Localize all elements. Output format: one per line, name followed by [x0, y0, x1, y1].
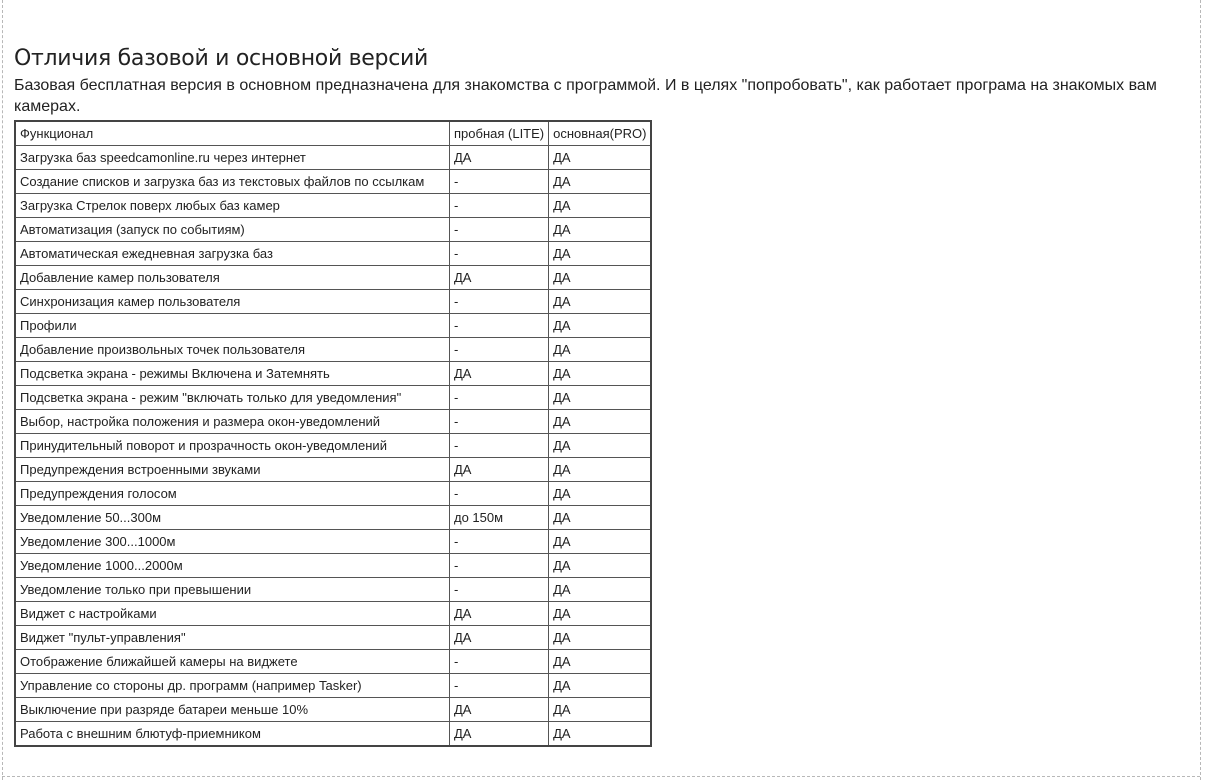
pro-cell: ДА — [549, 458, 652, 482]
lite-cell: ДА — [450, 698, 549, 722]
feature-cell: Добавление камер пользователя — [15, 266, 450, 290]
table-row — [15, 338, 651, 362]
pro-cell: ДА — [549, 386, 652, 410]
pro-cell: ДА — [549, 362, 652, 386]
frame-right-border — [1200, 0, 1201, 780]
feature-cell: Уведомление только при превышении — [15, 578, 450, 602]
pro-cell: ДА — [549, 722, 652, 747]
lite-cell: ДА — [450, 602, 549, 626]
feature-cell: Отображение ближайшей камеры на виджете — [15, 650, 450, 674]
feature-cell: Управление со стороны др. программ (например Tasker) — [15, 674, 450, 698]
table-row — [15, 626, 651, 650]
table-row — [15, 242, 651, 266]
lite-cell: - — [450, 290, 549, 314]
table-row — [15, 602, 651, 626]
feature-cell: Добавление произвольных точек пользователя — [15, 338, 450, 362]
table-row — [15, 578, 651, 602]
table-row — [15, 650, 651, 674]
pro-cell: ДА — [549, 194, 652, 218]
pro-cell: ДА — [549, 650, 652, 674]
lite-cell: - — [450, 410, 549, 434]
lite-cell: ДА — [450, 626, 549, 650]
table-row — [15, 314, 651, 338]
table-row — [15, 674, 651, 698]
table-row — [15, 290, 651, 314]
pro-cell: ДА — [549, 578, 652, 602]
feature-cell: Автоматизация (запуск по событиям) — [15, 218, 450, 242]
lite-cell: - — [450, 170, 549, 194]
lite-cell: - — [450, 218, 549, 242]
table-row — [15, 410, 651, 434]
comparison-table — [14, 120, 652, 747]
header-lite: пробная (LITE) — [450, 121, 549, 146]
feature-cell: Синхронизация камер пользователя — [15, 290, 450, 314]
feature-cell: Принудительный поворот и прозрачность окон-уведомлений — [15, 434, 450, 458]
table-row — [15, 698, 651, 722]
table-row — [15, 194, 651, 218]
pro-cell: ДА — [549, 410, 652, 434]
pro-cell: ДА — [549, 530, 652, 554]
lite-cell: - — [450, 434, 549, 458]
intro-paragraph: Базовая бесплатная версия в основном предназначена для знакомства с программой. И в целях "попробовать", как работает програма на знакомых вам камерах. — [14, 77, 1157, 115]
feature-cell: Загрузка баз speedcamonline.ru через интернет — [15, 146, 450, 170]
table-row — [15, 218, 651, 242]
pro-cell: ДА — [549, 698, 652, 722]
lite-cell: ДА — [450, 362, 549, 386]
table-row — [15, 266, 651, 290]
lite-cell: ДА — [450, 722, 549, 747]
pro-cell: ДА — [549, 506, 652, 530]
header-pro: основная(PRO) — [549, 121, 652, 146]
table-row — [15, 458, 651, 482]
frame-bottom-border — [2, 776, 1200, 777]
table-row — [15, 722, 651, 747]
feature-cell: Уведомление 300...1000м — [15, 530, 450, 554]
pro-cell: ДА — [549, 242, 652, 266]
lite-cell: - — [450, 650, 549, 674]
feature-cell: Профили — [15, 314, 450, 338]
table-row — [15, 530, 651, 554]
frame-left-border — [2, 0, 3, 780]
pro-cell: ДА — [549, 338, 652, 362]
pro-cell: ДА — [549, 434, 652, 458]
table-row — [15, 362, 651, 386]
feature-cell: Выбор, настройка положения и размера окон-уведомлений — [15, 410, 450, 434]
lite-cell: - — [450, 674, 549, 698]
feature-cell: Работа с внешним блютуф-приемником — [15, 722, 450, 747]
feature-cell: Предупреждения встроенными звуками — [15, 458, 450, 482]
feature-cell: Подсветка экрана - режим "включать только для уведомления" — [15, 386, 450, 410]
lite-cell: - — [450, 578, 549, 602]
lite-cell: ДА — [450, 458, 549, 482]
table-row — [15, 554, 651, 578]
pro-cell: ДА — [549, 602, 652, 626]
pro-cell: ДА — [549, 674, 652, 698]
pro-cell: ДА — [549, 266, 652, 290]
pro-cell: ДА — [549, 314, 652, 338]
table-row — [15, 386, 651, 410]
table-header — [15, 121, 651, 146]
table-header-row — [15, 121, 651, 146]
pro-cell: ДА — [549, 554, 652, 578]
feature-cell: Виджет с настройками — [15, 602, 450, 626]
lite-cell: - — [450, 386, 549, 410]
pro-cell: ДА — [549, 626, 652, 650]
feature-cell: Виджет "пульт-управления" — [15, 626, 450, 650]
pro-cell: ДА — [549, 146, 652, 170]
feature-cell: Выключение при разряде батареи меньше 10% — [15, 698, 450, 722]
feature-cell: Подсветка экрана - режимы Включена и Затемнять — [15, 362, 450, 386]
page-title: Отличия базовой и основной версий — [14, 46, 428, 71]
lite-cell: - — [450, 338, 549, 362]
feature-cell: Загрузка Стрелок поверх любых баз камер — [15, 194, 450, 218]
feature-cell: Уведомление 1000...2000м — [15, 554, 450, 578]
feature-cell: Автоматическая ежедневная загрузка баз — [15, 242, 450, 266]
lite-cell: ДА — [450, 266, 549, 290]
feature-cell: Предупреждения голосом — [15, 482, 450, 506]
lite-cell: - — [450, 242, 549, 266]
pro-cell: ДА — [549, 290, 652, 314]
feature-cell: Создание списков и загрузка баз из текстовых файлов по ссылкам — [15, 170, 450, 194]
table-row — [15, 146, 651, 170]
header-feature: Функционал — [15, 121, 450, 146]
lite-cell: ДА — [450, 146, 549, 170]
table-row — [15, 482, 651, 506]
table-row — [15, 434, 651, 458]
lite-cell: - — [450, 530, 549, 554]
lite-cell: - — [450, 314, 549, 338]
table-body — [15, 146, 651, 747]
lite-cell: - — [450, 194, 549, 218]
lite-cell: - — [450, 482, 549, 506]
pro-cell: ДА — [549, 170, 652, 194]
table-row — [15, 506, 651, 530]
lite-cell: до 150м — [450, 506, 549, 530]
pro-cell: ДА — [549, 218, 652, 242]
pro-cell: ДА — [549, 482, 652, 506]
lite-cell: - — [450, 554, 549, 578]
article-content — [14, 44, 1194, 747]
table-row — [15, 170, 651, 194]
feature-cell: Уведомление 50...300м — [15, 506, 450, 530]
